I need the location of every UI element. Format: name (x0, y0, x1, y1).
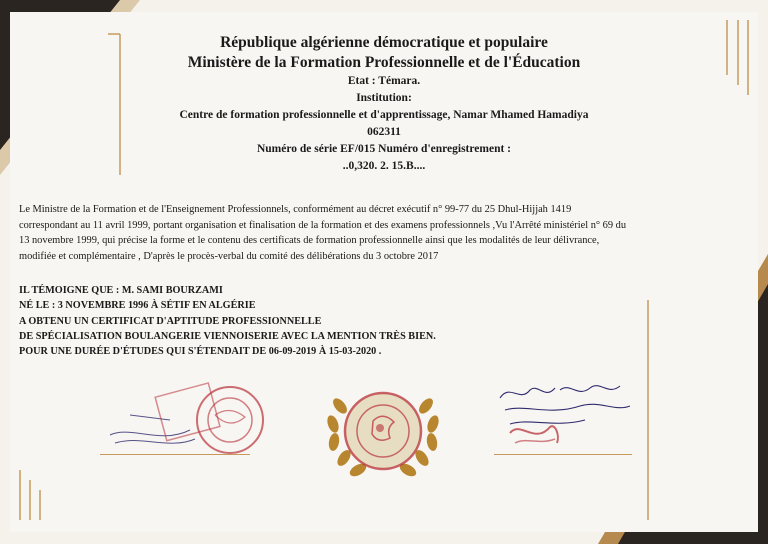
republic-title: République algérienne démocratique et populaire (220, 34, 548, 51)
registration-number: ..0,320. 2. 15.B.... (342, 160, 426, 172)
institution-code: 062311 (367, 126, 401, 138)
preamble-line: 13 novembre 1999, qui précise la forme et le contenu des certificats de formation professionnelle ainsi que les modalités de leur délivrance, (19, 235, 600, 246)
certificate-header (0, 33, 768, 175)
testimony-block (19, 283, 754, 359)
left-stamp-icon (100, 375, 280, 465)
institution-name: Centre de formation professionnelle et d'apprentissage, Namar Mhamed Hamadiya (179, 109, 589, 121)
official-seal-icon (318, 376, 448, 488)
serial-number-line: Numéro de série EF/015 Numéro d'enregistrement : (256, 143, 512, 155)
institution-label: Institution: (356, 92, 412, 104)
testimony-certificate: A OBTENU UN CERTIFICAT D'APTITUDE PROFESSIONNELLE (19, 315, 322, 327)
state-line: Etat : Témara. (347, 75, 421, 87)
testimony-specialization: DE SPÉCIALISATION BOULANGERIE VIENNOISERIE AVEC LA MENTION TRÈS BIEN. (19, 330, 436, 342)
right-signature-line (494, 454, 632, 455)
ministry-title: Ministère de la Formation Professionnelle et de l'Éducation (187, 54, 581, 71)
right-stamp-icon (505, 415, 565, 451)
testimony-birth: NÉ LE : 3 NOVEMBRE 1996 À SÉTIF EN ALGÉRIE (19, 300, 256, 312)
preamble-line: modifiée et complémentaire , D'après le procès-verbal du comité des délibérations du 3 octobre 2017 (19, 250, 439, 262)
preamble-line: correspondant au 11 avril 1999, portant organisation et finalisation de la formation et des examens professionnels ,Vu l'Arrêté ministériel n° 69 du (19, 219, 627, 231)
legal-preamble (19, 202, 754, 264)
testimony-duration: POUR UNE DURÉE D'ÉTUDES QUI S'ÉTENDAIT DE 06-09-2019 À 15-03-2020 . (19, 346, 382, 358)
preamble-line: Le Ministre de la Formation et de l'Enseignement Professionnels, conformément au décret exécutif n° 99-77 du 25 Dhul-Hijjah 1419 (19, 204, 572, 215)
left-signature-line (100, 454, 250, 455)
testimony-name: IL TÉMOIGNE QUE : M. SAMI BOURZAMI (19, 285, 223, 296)
